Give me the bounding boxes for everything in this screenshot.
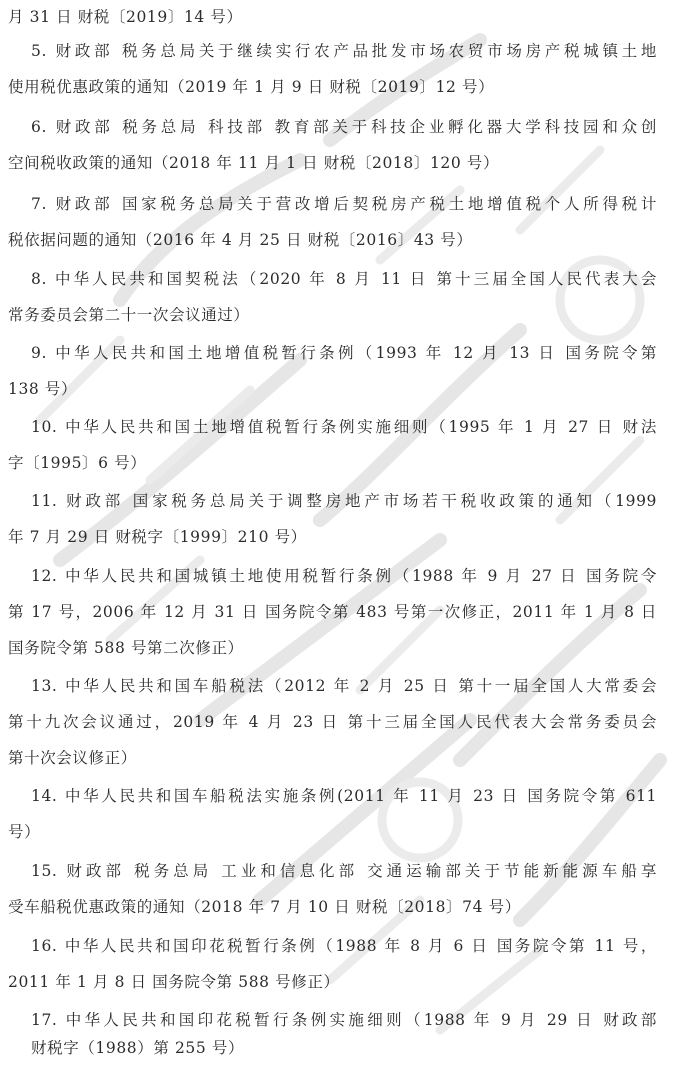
text-line: 17. 中华人民共和国印花税暂行条例实施细则（1988 年 9 月 29 日 财政部 xyxy=(31,1011,657,1029)
text-line: 受车船税优惠政策的通知（2018 年 7 月 10 日 财税〔2018〕74 号） xyxy=(8,898,521,916)
text-line: 14. 中华人民共和国车船税法实施条例(2011 年 11 月 23 日 国务院令第 611 xyxy=(31,787,657,805)
text-line: 年 7 月 29 日 财税字〔1999〕210 号） xyxy=(8,528,307,546)
text-line: 11. 财政部 国家税务总局关于调整房地产市场若干税收政策的通知（1999 xyxy=(31,492,657,510)
text-line: 第 17 号，2006 年 12 月 31 日 国务院令第 483 号第一次修正，2011 年 1 月 8 日 xyxy=(8,603,657,621)
text-line: 12. 中华人民共和国城镇土地使用税暂行条例（1988 年 9 月 27 日 国务院令 xyxy=(31,567,657,585)
text-line: 2011 年 1 月 8 日 国务院令第 588 号修正） xyxy=(8,973,340,991)
text-line: 15. 财政部 税务总局 工业和信息化部 交通运输部关于节能新能源车船享 xyxy=(31,862,657,880)
text-line: 6. 财政部 税务总局 科技部 教育部关于科技企业孵化器大学科技园和众创 xyxy=(31,118,657,136)
text-line: 税依据问题的通知（2016 年 4 月 25 日 财税〔2016〕43 号） xyxy=(8,231,473,249)
text-line: 16. 中华人民共和国印花税暂行条例（1988 年 8 月 6 日 国务院令第 11 号， xyxy=(31,937,657,955)
text-line: 国务院令第 588 号第二次修正） xyxy=(8,639,244,657)
text-line: 财税字（1988）第 255 号） xyxy=(31,1039,245,1057)
text-line: 月 31 日 财税〔2019〕14 号） xyxy=(8,8,243,26)
text-line: 常务委员会第二十一次会议通过） xyxy=(8,306,250,324)
text-line: 10. 中华人民共和国土地增值税暂行条例实施细则（1995 年 1 月 27 日 财法 xyxy=(31,418,657,436)
text-line: 138 号） xyxy=(8,380,78,398)
text-line: 第十次会议修正） xyxy=(8,749,137,767)
text-line: 号） xyxy=(8,823,41,841)
text-line: 5. 财政部 税务总局关于继续实行农产品批发市场农贸市场房产税城镇土地 xyxy=(31,42,657,60)
text-line: 第十九次会议通过，2019 年 4 月 23 日 第十三届全国人民代表大会常务委员会 xyxy=(8,713,657,731)
text-line: 空间税收政策的通知（2018 年 11 月 1 日 财税〔2018〕120 号） xyxy=(8,154,500,172)
text-line: 7. 财政部 国家税务总局关于营改增后契税房产税土地增值税个人所得税计 xyxy=(31,195,657,213)
text-line: 13. 中华人民共和国车船税法（2012 年 2 月 25 日 第十一届全国人大常委会 xyxy=(31,677,657,695)
text-line: 字〔1995〕6 号） xyxy=(8,454,147,472)
text-line: 8. 中华人民共和国契税法（2020 年 8 月 11 日 第十三届全国人民代表大会 xyxy=(31,270,657,288)
text-line: 使用税优惠政策的通知（2019 年 1 月 9 日 财税〔2019〕12 号） xyxy=(8,78,495,96)
text-line: 9. 中华人民共和国土地增值税暂行条例（1993 年 12 月 13 日 国务院令第 xyxy=(31,344,657,362)
